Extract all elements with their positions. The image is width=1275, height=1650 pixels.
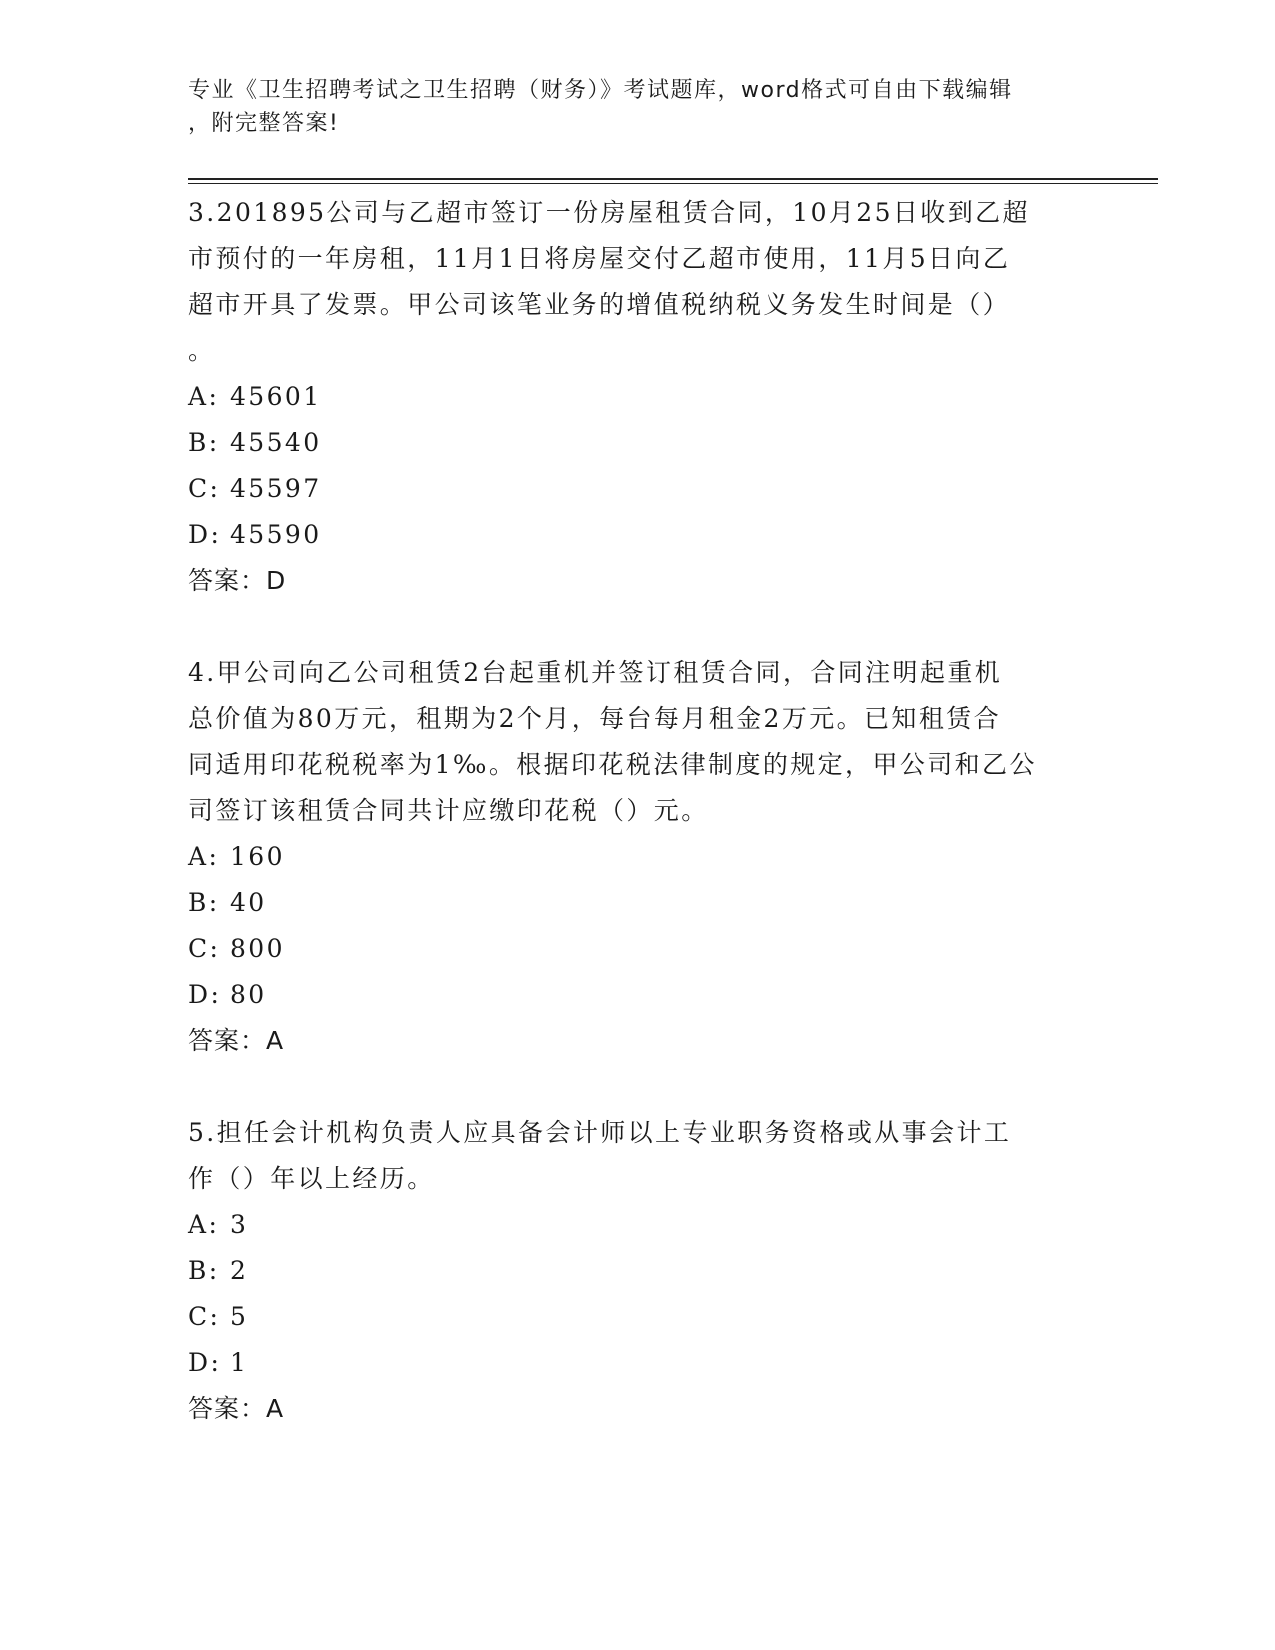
option-d	[188, 972, 1088, 1018]
question-5	[188, 1110, 1088, 1432]
option-letter: D:	[188, 520, 222, 549]
option-text: 45597	[230, 474, 322, 503]
option-text: 1	[230, 1348, 249, 1377]
option-text: 45601	[230, 382, 322, 411]
option-letter: D:	[188, 980, 222, 1009]
option-text: 40	[230, 888, 267, 917]
option-text: 800	[230, 934, 285, 963]
question-spacer	[188, 604, 1088, 650]
option-text: 5	[230, 1302, 249, 1331]
option-text: 3	[230, 1210, 249, 1239]
option-a	[188, 834, 1088, 880]
question-stem: 3.201895公司与乙超市签订一份房屋租赁合同，10月25日收到乙超 市预付的一年房租，11月1日将房屋交付乙超市使用，11月5日向乙 超市开具了发票。甲公司该笔业务的增值税纳税义务发生时间是（） 。	[188, 198, 1030, 365]
question-4	[188, 650, 1088, 1064]
option-text: 80	[230, 980, 267, 1009]
header-line-1: 专业《卫生招聘考试之卫生招聘（财务）》考试题库，word格式可自由下载编辑	[188, 78, 1013, 103]
option-d	[188, 512, 1088, 558]
option-a	[188, 1202, 1088, 1248]
option-d	[188, 1340, 1088, 1386]
question-spacer	[188, 1064, 1088, 1110]
question-stem: 5.担任会计机构负责人应具备会计师以上专业职务资格或从事会计工 作（）年以上经历。	[188, 1118, 1012, 1193]
header-divider-thin	[188, 183, 1158, 184]
option-b	[188, 880, 1088, 926]
question-3	[188, 190, 1088, 604]
option-text: 45540	[230, 428, 322, 457]
option-a	[188, 374, 1088, 420]
header-line-2: ，附完整答案!	[188, 111, 340, 136]
question-stem: 4.甲公司向乙公司租赁2台起重机并签订租赁合同，合同注明起重机 总价值为80万元，租期为2个月，每台每月租金2万元。已知租赁合 同适用印花税税率为1‰。根据印花税法律制度的规定，甲公司和乙公 司签订该租赁合同共计应缴印花税（）元。	[188, 658, 1037, 825]
answer-label: 答案：A	[188, 1394, 285, 1423]
option-letter: C:	[188, 1302, 221, 1331]
option-letter: D:	[188, 1348, 222, 1377]
option-c	[188, 926, 1088, 972]
document-header	[188, 74, 1088, 140]
option-letter: A:	[188, 1210, 220, 1239]
option-c	[188, 1294, 1088, 1340]
option-letter: C:	[188, 934, 221, 963]
answer-label: 答案：D	[188, 566, 287, 595]
option-text: 160	[230, 842, 285, 871]
answer-label: 答案：A	[188, 1026, 285, 1055]
option-text: 2	[230, 1256, 249, 1285]
question-list	[188, 190, 1088, 1432]
option-letter: B:	[188, 428, 220, 457]
option-c	[188, 466, 1088, 512]
option-letter: C:	[188, 474, 221, 503]
option-letter: B:	[188, 1256, 220, 1285]
option-letter: A:	[188, 382, 220, 411]
option-b	[188, 420, 1088, 466]
option-letter: B:	[188, 888, 220, 917]
header-divider-thick	[188, 178, 1158, 180]
option-text: 45590	[230, 520, 322, 549]
option-letter: A:	[188, 842, 220, 871]
option-b	[188, 1248, 1088, 1294]
